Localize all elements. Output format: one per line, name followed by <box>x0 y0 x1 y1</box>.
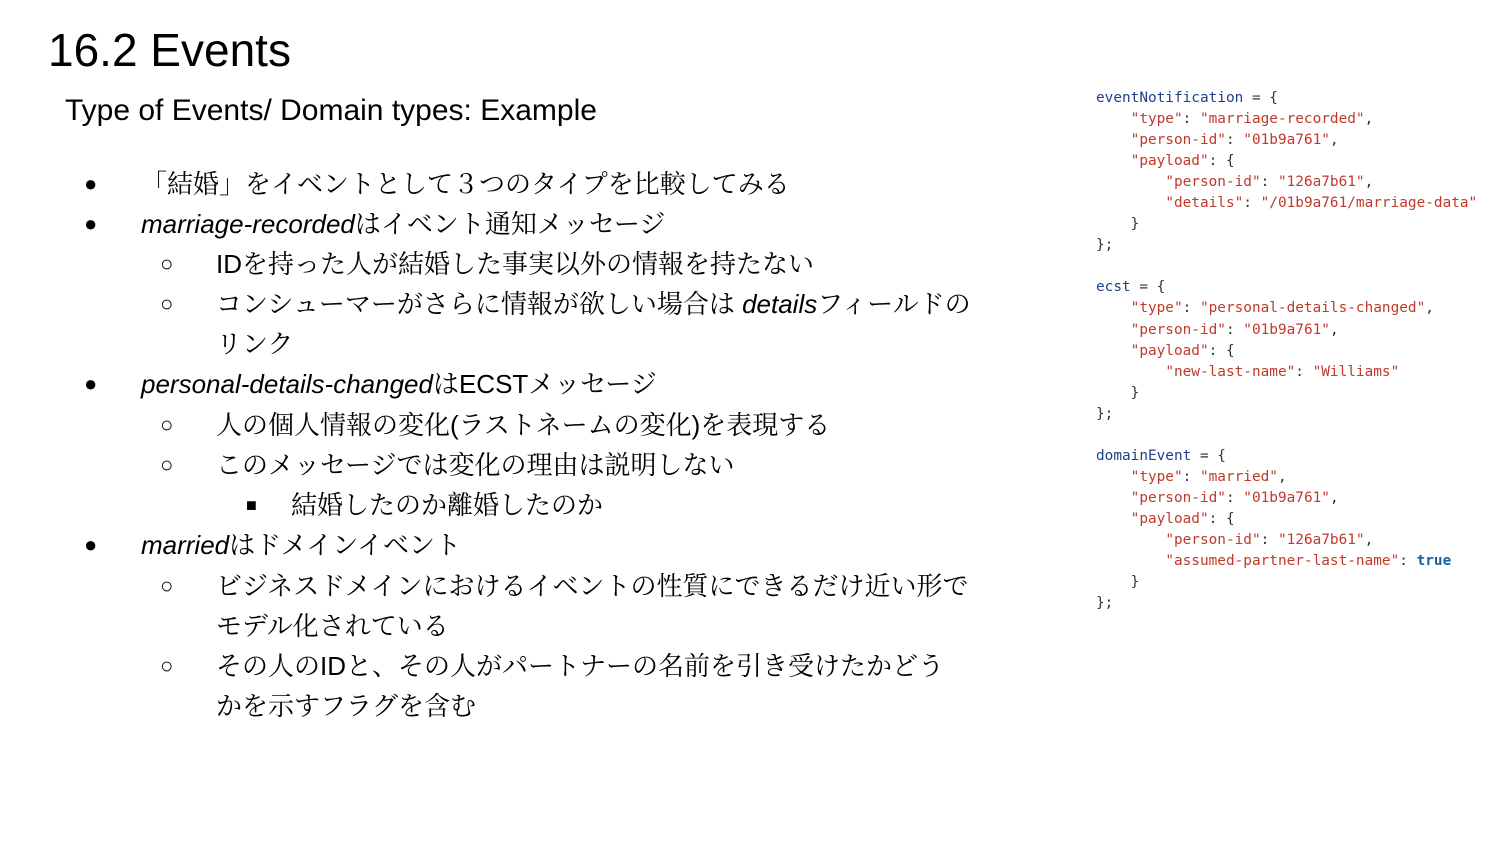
bullet-text: はイベント通知メッセージ <box>354 209 666 239</box>
bullet-disc-icon: ● <box>84 532 98 557</box>
subbullet-partner-flag: その人のIDと、その人がパートナーの名前を引き受けたかどう <box>216 651 945 681</box>
subsubbullet-married-or-divorced: 結婚したのか離婚したのか <box>291 490 604 520</box>
subbullet-no-other-info: IDを持った人が結婚した事実以外の情報を持たない <box>216 249 815 279</box>
subbullet-no-reason: このメッセージでは変化の理由は説明しない <box>216 450 735 480</box>
bullet-marriage-recorded <box>141 204 665 244</box>
bullet-compare-types: 「結婚」をイベントとして３つのタイプを比較してみる <box>141 169 790 199</box>
bullet-circle-icon: ○ <box>160 452 174 477</box>
bullet-circle-icon: ○ <box>160 573 174 598</box>
code-var-domain-event: domainEvent <box>1096 447 1192 464</box>
subbullet-business-domain: ビジネスドメインにおけるイベントの性質にできるだけ近い形で <box>216 571 969 601</box>
bullet-square-icon: ■ <box>246 495 257 515</box>
term-marriage-recorded: marriage-recorded <box>141 209 355 239</box>
bullet-text: コンシューマーがさらに情報が欲しい場合は <box>216 289 743 319</box>
bullet-circle-icon: ○ <box>160 251 174 276</box>
code-var-ecst: ecst <box>1096 279 1131 296</box>
slide-subtitle: Type of Events/ Domain types: Example <box>65 94 597 127</box>
code-sample: eventNotification = { "type": "marriage-recorded", "person-id": "01b9a761", "payload": { "person-id": "126a7b61", "details": "/01b9a761/marriage-data" } }; ecst = { "type": "personal-details-changed", "person-id": "01b9a761", "payload": { "new-last-name": "Williams" } }; domainEvent = { "type": "married", "person-id": "01b9a761", "payload": { "person-id": "126a7b61", "assumed-partner-last-name": true } }; <box>1096 90 1478 612</box>
bullet-circle-icon: ○ <box>160 291 174 316</box>
bullet-text: はドメインイベント <box>229 530 462 560</box>
bullet-circle-icon: ○ <box>160 653 174 678</box>
bullet-text: フィールドの <box>817 289 971 319</box>
term-personal-details-changed: personal-details-changed <box>141 369 433 399</box>
term-married: married <box>141 530 230 560</box>
slide-title: 16.2 Events <box>48 24 291 76</box>
bullet-circle-icon: ○ <box>160 412 174 437</box>
subbullet-details-link-cont: リンク <box>216 329 294 359</box>
bullet-disc-icon: ● <box>84 211 98 236</box>
bullet-personal-details-changed <box>141 364 657 404</box>
code-var-event-notification: eventNotification <box>1096 90 1244 106</box>
subbullet-lastname-change: 人の個人情報の変化(ラストネームの変化)を表現する <box>216 410 831 440</box>
term-details: details <box>742 289 818 319</box>
bullet-text: はECSTメッセージ <box>432 369 657 399</box>
bullet-married <box>141 525 461 565</box>
bullet-disc-icon: ● <box>84 371 98 396</box>
subbullet-business-domain-cont: モデル化されている <box>216 611 449 641</box>
subbullet-partner-flag-cont: かを示すフラグを含む <box>216 691 477 721</box>
bullet-disc-icon: ● <box>84 171 98 196</box>
subbullet-details-link <box>216 284 971 324</box>
